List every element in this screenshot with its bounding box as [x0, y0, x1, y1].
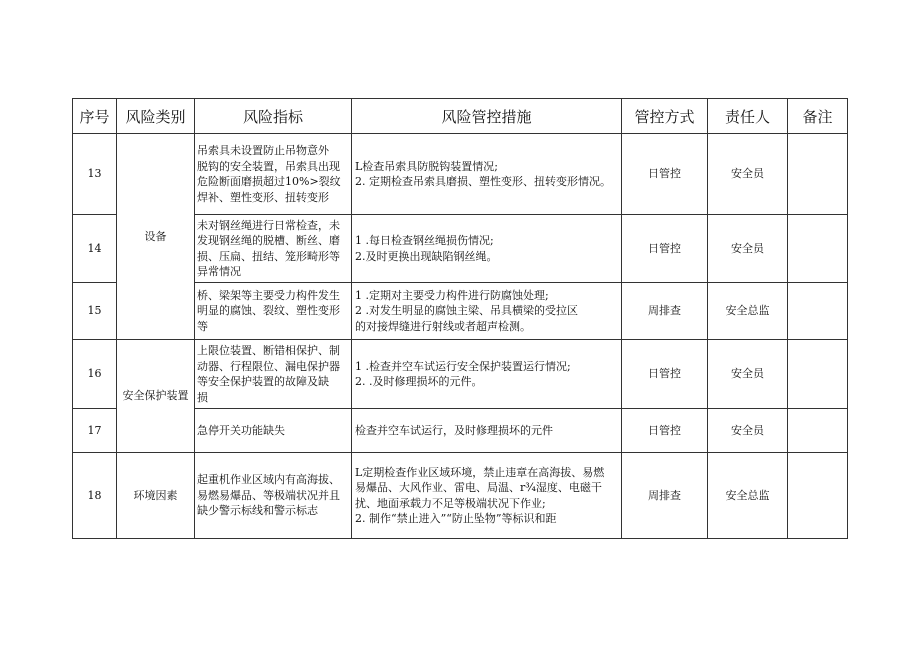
indicator-cell	[195, 283, 352, 340]
person-cell: 安全总监	[708, 453, 788, 539]
method-cell: 周排查	[622, 283, 708, 340]
measures-cell	[352, 453, 622, 539]
method-cell: 日管控	[622, 134, 708, 215]
measure-line: 2 .对发生明显的腐蚀主梁、吊具横梁的受拉区	[355, 304, 578, 318]
measure-line: 2.及时更换出现缺陷钢丝绳。	[355, 249, 498, 263]
measures-cell	[352, 283, 622, 340]
header-person: 责任人	[708, 99, 788, 134]
indicator-cell	[195, 409, 352, 453]
table-row	[73, 340, 848, 409]
method-cell: 日管控	[622, 409, 708, 453]
measures-cell	[352, 340, 622, 409]
measures-cell	[352, 134, 622, 215]
measure-line: 易爆品、大风作业、雷电、局温、r¾湿度、电磁干	[355, 481, 602, 494]
indicator-line: 吊索具未设置防止吊物意外	[197, 144, 329, 157]
indicator-cell	[195, 134, 352, 215]
header-remark: 备注	[788, 99, 848, 134]
indicator-line: 桥、梁架等主要受力构件发生	[197, 288, 340, 302]
indicator-line: 危险断面磨损超过10%>裂纹	[197, 175, 341, 188]
person-cell: 安全员	[708, 340, 788, 409]
table-row	[73, 134, 848, 215]
measure-line: 2. 制作“禁止进入”“防止坠物”等标识和距	[355, 512, 557, 525]
row-no: 16	[73, 340, 117, 409]
person-cell: 安全员	[708, 134, 788, 215]
remark-cell	[788, 215, 848, 283]
row-no: 18	[73, 453, 117, 539]
measure-line: 扰、地面承载力不足等极端状况下作业;	[355, 496, 546, 510]
indicator-line: 等安全保护装置的故障及缺	[197, 375, 329, 388]
measure-line: 2. 定期检查吊索具磨损、塑性变形、扭转变形情况。	[355, 175, 611, 188]
header-no: 序号	[73, 99, 117, 134]
remark-cell	[788, 134, 848, 215]
method-cell: 周排查	[622, 453, 708, 539]
indicator-line: 起重机作业区域内有高海拔、	[197, 473, 340, 487]
measure-line: 1 .每日检查钢丝绳损伤情况;	[355, 234, 494, 247]
indicator-cell	[195, 453, 352, 539]
measure-line: 检查并空车试运行，及时修理损坏的元件	[355, 423, 553, 437]
header-measures: 风险管控措施	[352, 99, 622, 134]
indicator-line: 焊补、塑性变形、扭转变形	[197, 190, 329, 204]
indicator-line: 未对钢丝绳进行日常检查，未	[197, 218, 340, 232]
person-cell: 安全员	[708, 215, 788, 283]
category-cell: 设备	[117, 134, 195, 340]
indicator-line: 发现钢丝绳的脱槽、断丝、磨	[197, 234, 340, 247]
remark-cell	[788, 340, 848, 409]
person-cell: 安全总监	[708, 283, 788, 340]
indicator-line: 异常情况	[197, 265, 241, 278]
indicator-line: 明显的腐蚀、裂纹、塑性变形	[197, 304, 340, 318]
indicator-line: 损、压扁、扭结、笼形畸形等	[197, 249, 340, 263]
category-cell: 安全保护装置	[117, 340, 195, 453]
indicator-line: 上限位装置、断错相保护、制	[197, 344, 340, 357]
header-row	[73, 99, 848, 134]
measure-line: L检查吊索具防脱钩装置情况;	[355, 159, 499, 173]
table-row	[73, 453, 848, 539]
measure-line: L定期检查作业区域环境，禁止违章在高海拔、易燃	[355, 465, 605, 479]
measures-cell	[352, 215, 622, 283]
indicator-line: 损	[197, 390, 208, 404]
measure-line: 2. .及时修理损坏的元件。	[355, 375, 483, 388]
category-cell: 环境因素	[117, 453, 195, 539]
method-cell: 日管控	[622, 340, 708, 409]
measures-cell	[352, 409, 622, 453]
row-no: 17	[73, 409, 117, 453]
measure-line: 的对接焊缝进行射线或者超声检测。	[355, 319, 531, 333]
row-no: 13	[73, 134, 117, 215]
row-no: 14	[73, 215, 117, 283]
header-indicator: 风险指标	[195, 99, 352, 134]
measure-line: 1 .检查并空车试运行安全保护装置运行情况;	[355, 359, 571, 373]
method-cell: 日管控	[622, 215, 708, 283]
indicator-line: 动器、行程限位、漏电保护器	[197, 359, 340, 373]
indicator-cell	[195, 340, 352, 409]
remark-cell	[788, 453, 848, 539]
indicator-line: 等	[197, 319, 208, 333]
indicator-line: 急停开关功能缺失	[197, 423, 285, 437]
header-category: 风险类别	[117, 99, 195, 134]
remark-cell	[788, 409, 848, 453]
remark-cell	[788, 283, 848, 340]
indicator-line: 缺少警示标线和警示标志	[197, 504, 318, 518]
indicator-cell	[195, 215, 352, 283]
row-no: 15	[73, 283, 117, 340]
indicator-line: 易燃易爆品、等极端状况并且	[197, 488, 340, 502]
header-method: 管控方式	[622, 99, 708, 134]
measure-line: 1 .定期对主要受力构件进行防腐蚀处理;	[355, 288, 549, 302]
risk-control-table	[72, 98, 848, 539]
indicator-line: 脱钩的安全装置，吊索具出现	[197, 159, 340, 173]
person-cell: 安全员	[708, 409, 788, 453]
